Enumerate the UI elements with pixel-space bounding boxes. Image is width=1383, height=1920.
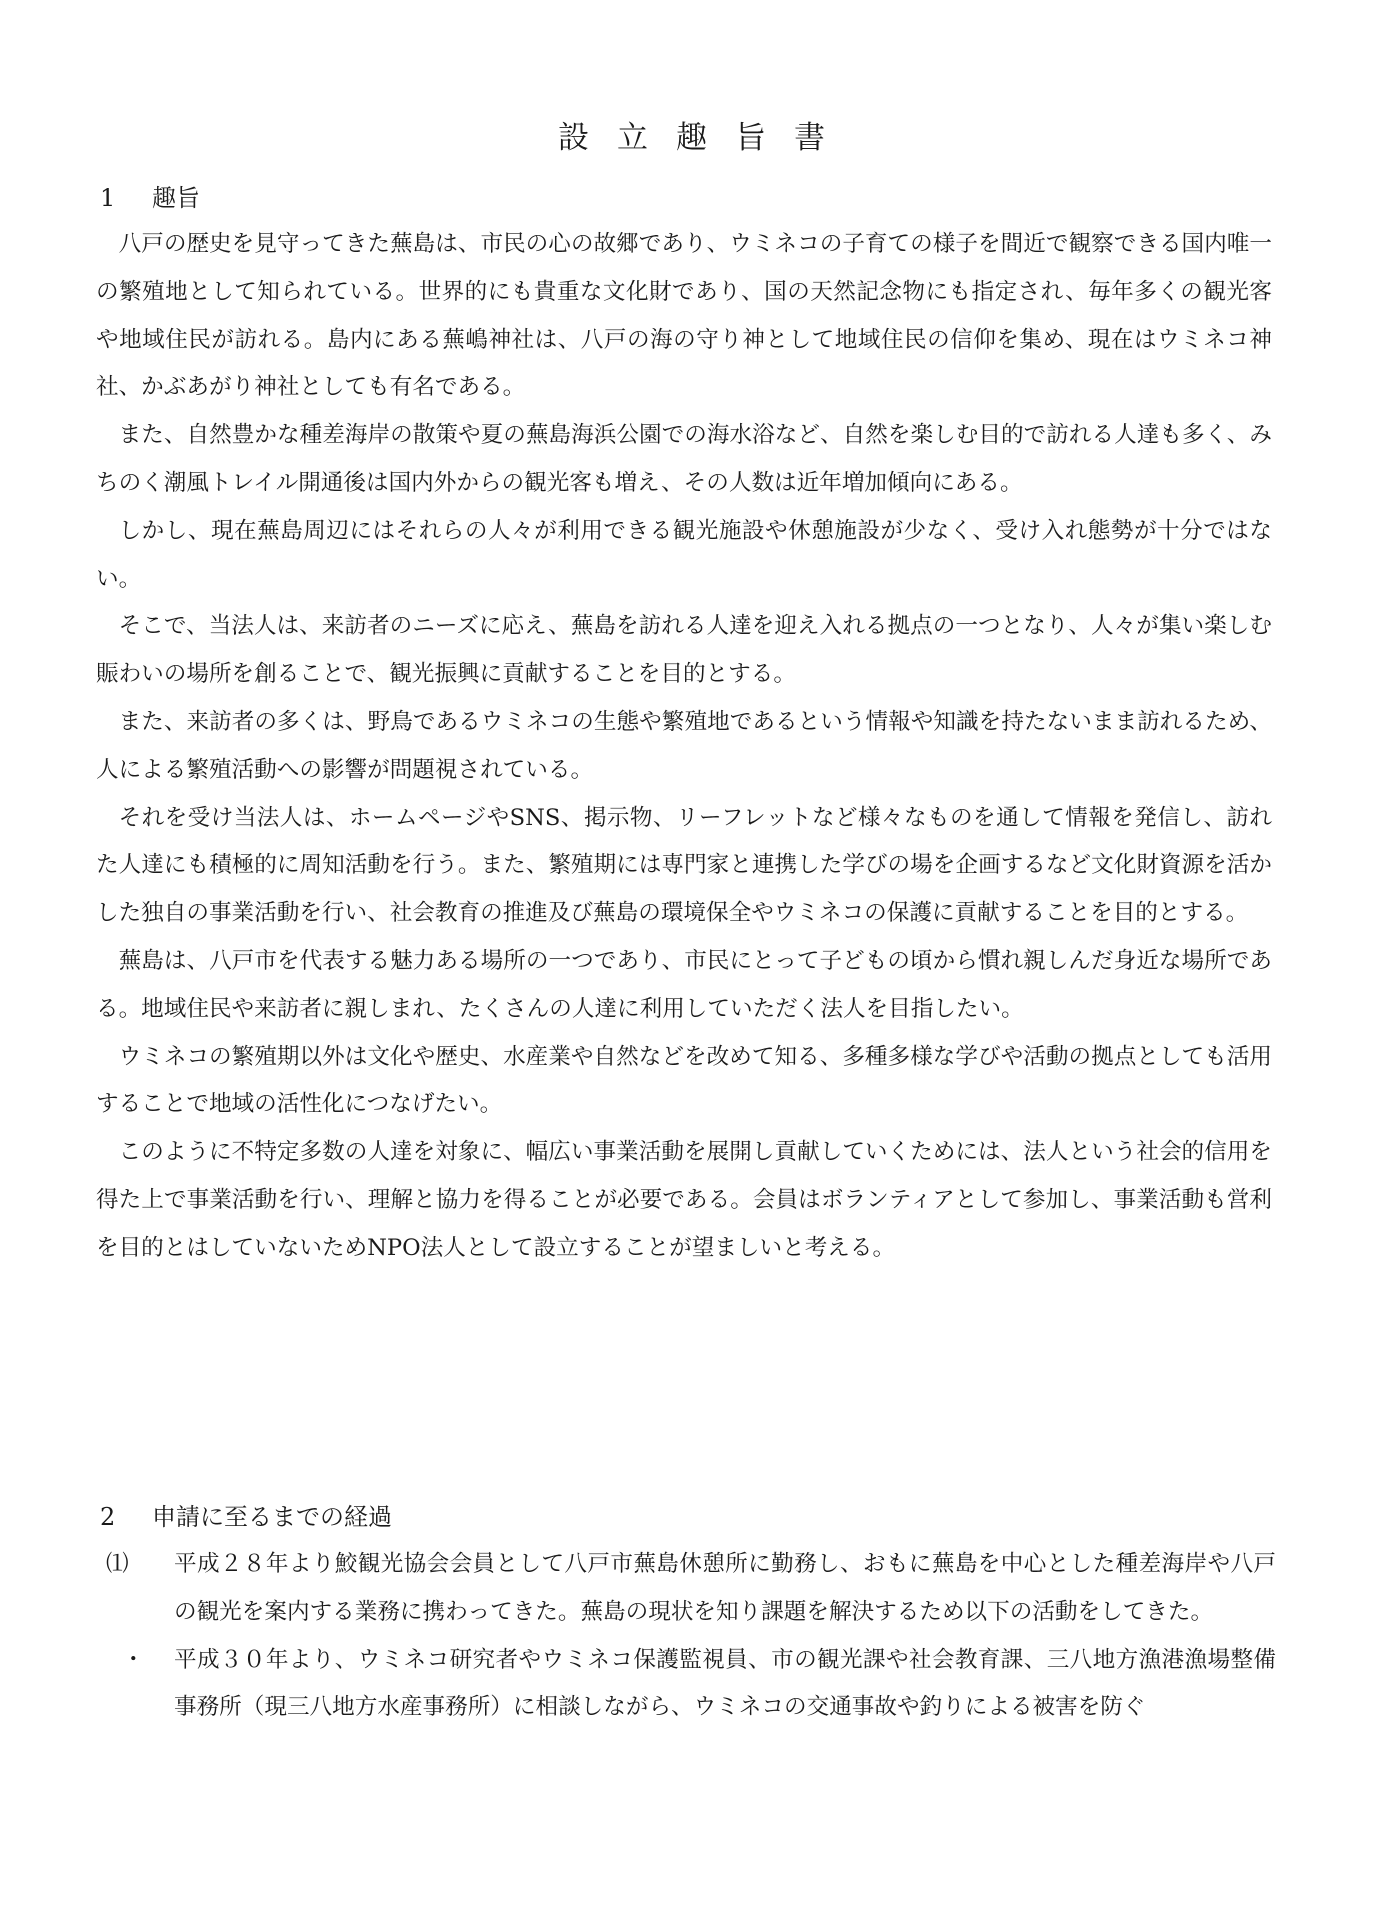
section-2-number: 2 xyxy=(100,1503,116,1531)
paragraph: そこで、当法人は、来訪者のニーズに応え、蕪島を訪れる人達を迎え入れる拠点の一つとなり、人々が集い楽しむ賑わいの場所を創ることで、観光振興に貢献することを目的とする。 xyxy=(96,613,1272,688)
paragraph: 蕪島は、八戸市を代表する魅力ある場所の一つであり、市民にとって子どもの頃から慣れ親しんだ身近な場所である。地域住民や来訪者に親しまれ、たくさんの人達に利用していただく法人を目指したい。 xyxy=(96,947,1272,1022)
section-1-heading xyxy=(100,178,200,213)
list-item-text: 平成２８年より鮫観光協会会員として八戸市蕪島休憩所に勤務し、おもに蕪島を中心とした種差海岸や八戸の観光を案内する業務に携わってきた。蕪島の現状を知り課題を解決するため以下の活動をしてきた。 xyxy=(174,1551,1276,1625)
section-2-heading xyxy=(100,1497,392,1532)
paragraph: また、来訪者の多くは、野鳥であるウミネコの生態や繁殖地であるという情報や知識を持たないまま訪れるため、人による繁殖活動への影響が問題視されている。 xyxy=(96,708,1272,783)
paragraph: このように不特定多数の人達を対象に、幅広い事業活動を展開し貢献していくためには、法人という社会的信用を得た上で事業活動を行い、理解と協力を得ることが必要である。会員はボランティアとして参加し、事業活動も営利を目的とはしていないためNPO法人として設立することが望ましいと考える。 xyxy=(96,1139,1272,1261)
document-title: 設立趣旨書 xyxy=(558,120,853,156)
section-1-number: 1 xyxy=(100,184,116,212)
bullet-item xyxy=(96,1637,1276,1733)
section-1-body xyxy=(96,221,1272,1273)
list-item-marker: ⑴ xyxy=(106,1551,129,1577)
paragraph: ウミネコの繁殖期以外は文化や歴史、水産業や自然などを改めて知る、多種多様な学びや活動の拠点としても活用することで地域の活性化につなげたい。 xyxy=(96,1043,1272,1118)
section-1-title: 趣旨 xyxy=(152,184,200,212)
bullet-marker: ・ xyxy=(122,1646,145,1673)
paragraph: それを受け当法人は、ホームページやSNS、掲示物、リーフレットなど様々なものを通して情報を発信し、訪れた人達にも積極的に周知活動を行う。また、繁殖期には専門家と連携した学びの場を企画するなど文化財資源を活かした独自の事業活動を行い、社会教育の推進及び蕪島の環境保全やウミネコの保護に貢献することを目的とする。 xyxy=(96,804,1272,927)
section-2-title: 申請に至るまでの経過 xyxy=(152,1503,392,1531)
paragraph: また、自然豊かな種差海岸の散策や夏の蕪島海浜公園での海水浴など、自然を楽しむ目的で訪れる人達も多く、みちのく潮風トレイル開通後は国内外からの観光客も増え、その人数は近年増加傾向にある。 xyxy=(96,422,1272,496)
list-item xyxy=(96,1541,1276,1637)
bullet-text: 平成３０年より、ウミネコ研究者やウミネコ保護監視員、市の観光課や社会教育課、三八地方漁港漁場整備事務所（現三八地方水産事務所）に相談しながら、ウミネコの交通事故や釣りによる被害を防ぐ xyxy=(174,1646,1276,1721)
paragraph: 八戸の歴史を見守ってきた蕪島は、市民の心の故郷であり、ウミネコの子育ての様子を間近で観察できる国内唯一の繁殖地として知られている。世界的にも貴重な文化財であり、国の天然記念物にも指定され、毎年多くの観光客や地域住民が訪れる。島内にある蕪嶋神社は、八戸の海の守り神として地域住民の信仰を集め、現在はウミネコ神社、かぶあがり神社としても有名である。 xyxy=(96,231,1272,401)
section-2-body xyxy=(96,1541,1276,1732)
paragraph: しかし、現在蕪島周辺にはそれらの人々が利用できる観光施設や休憩施設が少なく、受け入れ態勢が十分ではない。 xyxy=(96,517,1272,592)
